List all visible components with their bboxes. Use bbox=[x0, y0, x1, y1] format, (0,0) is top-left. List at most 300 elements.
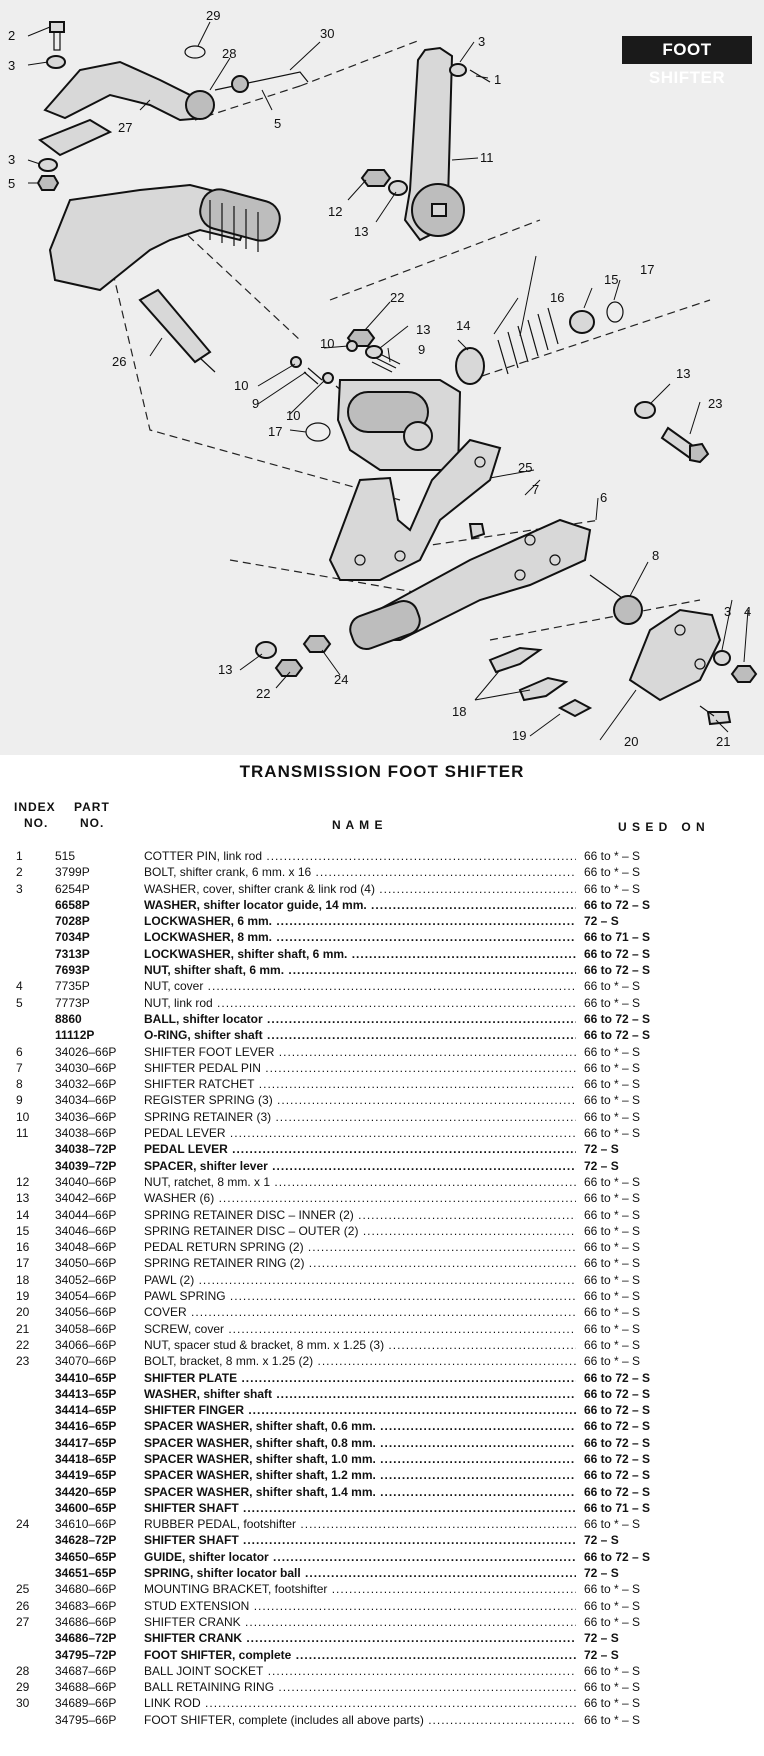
row-part-number: 515 bbox=[55, 849, 76, 863]
row-part-name: FOOT SHIFTER, complete (includes all above parts) ..... bbox=[144, 1712, 576, 1728]
table-row bbox=[0, 1549, 764, 1565]
row-part-name: REGISTER SPRING (3) ..... bbox=[144, 1092, 576, 1108]
row-used-on: 66 to * – S bbox=[584, 1517, 641, 1532]
row-part-number: 34058–66P bbox=[55, 1321, 117, 1336]
row-part-name: SHIFTER FINGER ..... bbox=[144, 1402, 576, 1418]
table-row bbox=[0, 881, 764, 897]
row-used-on: 66 to 72 – S bbox=[584, 1468, 651, 1483]
row-used-on: 66 to * – S bbox=[584, 1582, 641, 1597]
row-part-name: SPACER WASHER, shifter shaft, 1.4 mm. ..... bbox=[144, 1484, 576, 1500]
row-part-number: 7034P bbox=[55, 930, 90, 945]
table-row bbox=[0, 1679, 764, 1695]
callout-3d: 3 bbox=[724, 604, 732, 619]
bolt-part bbox=[50, 22, 64, 50]
stud-extension-part bbox=[140, 290, 215, 372]
table-row bbox=[0, 1386, 764, 1402]
row-index: 22 bbox=[16, 1337, 30, 1352]
row-used-on: 66 to 71 – S bbox=[584, 1500, 651, 1515]
row-used-on: 66 to * – S bbox=[584, 1093, 641, 1108]
row-used-on: 66 to * – S bbox=[584, 1289, 641, 1304]
callout-3a: 3 bbox=[8, 58, 16, 73]
row-part-number: 34687–66P bbox=[55, 1663, 117, 1678]
table-row bbox=[0, 1614, 764, 1630]
row-index: 28 bbox=[16, 1663, 30, 1678]
row-index: 27 bbox=[16, 1614, 30, 1629]
callout-13c: 13 bbox=[676, 366, 691, 381]
callout-6: 6 bbox=[600, 490, 608, 505]
row-used-on: 66 to 72 – S bbox=[584, 1435, 651, 1450]
table-row bbox=[0, 1239, 764, 1255]
row-part-number: 34420–65P bbox=[55, 1484, 117, 1499]
row-used-on: 66 to * – S bbox=[584, 1663, 641, 1678]
table-row bbox=[0, 1532, 764, 1548]
table-row bbox=[0, 1092, 764, 1108]
table-row bbox=[0, 1044, 764, 1060]
row-used-on: 66 to * – S bbox=[584, 1696, 641, 1711]
table-row bbox=[0, 1076, 764, 1092]
table-row bbox=[0, 929, 764, 945]
row-part-number: 34052–66P bbox=[55, 1272, 117, 1287]
row-used-on: 66 to 72 – S bbox=[584, 946, 651, 961]
row-used-on: 66 to * – S bbox=[584, 1191, 641, 1206]
row-used-on: 66 to * – S bbox=[584, 1321, 641, 1336]
header-index: INDEX bbox=[14, 800, 56, 814]
row-index: 5 bbox=[16, 995, 23, 1010]
header-part-no: NO. bbox=[80, 816, 105, 830]
table-row bbox=[0, 1288, 764, 1304]
row-part-number: 34418–65P bbox=[55, 1451, 117, 1466]
callout-21: 21 bbox=[716, 734, 731, 749]
row-part-name: RUBBER PEDAL, footshifter ..... bbox=[144, 1516, 576, 1532]
row-used-on: 66 to * – S bbox=[584, 1614, 641, 1629]
table-row bbox=[0, 1712, 764, 1728]
header-name: N A M E bbox=[332, 818, 384, 832]
callout-15: 15 bbox=[604, 272, 619, 287]
table-row bbox=[0, 1109, 764, 1125]
table-row bbox=[0, 1207, 764, 1223]
table-row bbox=[0, 1027, 764, 1043]
callout-9a: 9 bbox=[418, 342, 426, 357]
row-part-number: 34795–72P bbox=[55, 1647, 117, 1662]
table-row bbox=[0, 1565, 764, 1581]
row-index: 4 bbox=[16, 979, 23, 994]
row-part-name: GUIDE, shifter locator ..... bbox=[144, 1549, 576, 1565]
row-part-name: SHIFTER CRANK ..... bbox=[144, 1630, 576, 1646]
callout-8: 8 bbox=[652, 548, 660, 563]
row-part-name: SPRING RETAINER RING (2) ..... bbox=[144, 1255, 576, 1271]
callout-9b: 9 bbox=[252, 396, 260, 411]
row-part-name: WASHER, shifter shaft ..... bbox=[144, 1386, 576, 1402]
row-index: 13 bbox=[16, 1191, 30, 1206]
callout-2: 2 bbox=[8, 28, 16, 43]
row-part-name: NUT, cover ..... bbox=[144, 978, 576, 994]
table-row bbox=[0, 1630, 764, 1646]
table-row bbox=[0, 848, 764, 864]
pedal-lever-part bbox=[405, 48, 464, 240]
row-used-on: 72 – S bbox=[584, 1631, 619, 1646]
table-row bbox=[0, 1402, 764, 1418]
table-row bbox=[0, 1174, 764, 1190]
row-used-on: 72 – S bbox=[584, 914, 619, 929]
row-part-number: 34070–66P bbox=[55, 1354, 117, 1369]
row-used-on: 66 to 72 – S bbox=[584, 1419, 651, 1434]
row-index: 6 bbox=[16, 1044, 23, 1059]
callout-22a: 22 bbox=[390, 290, 405, 305]
row-part-number: 34689–66P bbox=[55, 1696, 117, 1711]
row-used-on: 66 to * – S bbox=[584, 1598, 641, 1613]
table-row bbox=[0, 1272, 764, 1288]
table-row bbox=[0, 1500, 764, 1516]
table-row bbox=[0, 1304, 764, 1320]
row-used-on: 66 to 72 – S bbox=[584, 1386, 651, 1401]
table-row bbox=[0, 1435, 764, 1451]
row-part-number: 34686–72P bbox=[55, 1631, 117, 1646]
row-part-name: WASHER, cover, shifter crank & link rod (4) ..... bbox=[144, 881, 576, 897]
table-row bbox=[0, 1158, 764, 1174]
row-part-number: 3799P bbox=[55, 865, 90, 880]
row-used-on: 66 to * – S bbox=[584, 1044, 641, 1059]
row-part-name: FOOT SHIFTER, complete ..... bbox=[144, 1647, 576, 1663]
row-used-on: 66 to * – S bbox=[584, 995, 641, 1010]
row-part-number: 34048–66P bbox=[55, 1240, 117, 1255]
row-part-name: BALL JOINT SOCKET ..... bbox=[144, 1663, 576, 1679]
row-used-on: 66 to * – S bbox=[584, 881, 641, 896]
row-used-on: 66 to * – S bbox=[584, 1060, 641, 1075]
row-part-name: SHIFTER SHAFT ..... bbox=[144, 1500, 576, 1516]
header-used-on: U S E D O N bbox=[618, 820, 706, 834]
row-used-on: 66 to 72 – S bbox=[584, 1484, 651, 1499]
row-part-number: 34036–66P bbox=[55, 1109, 117, 1124]
callout-10b: 10 bbox=[234, 378, 249, 393]
row-part-name: SPRING RETAINER DISC – INNER (2) ..... bbox=[144, 1207, 576, 1223]
row-part-name: SCREW, cover ..... bbox=[144, 1321, 576, 1337]
row-part-number: 34419–65P bbox=[55, 1468, 117, 1483]
row-index: 10 bbox=[16, 1109, 30, 1124]
row-used-on: 66 to 72 – S bbox=[584, 1451, 651, 1466]
table-row bbox=[0, 1695, 764, 1711]
row-part-name: SPRING, shifter locator ball ..... bbox=[144, 1565, 576, 1581]
callout-17a: 17 bbox=[268, 424, 283, 439]
row-index: 14 bbox=[16, 1207, 30, 1222]
row-used-on: 72 – S bbox=[584, 1533, 619, 1548]
cover-part bbox=[630, 610, 720, 700]
row-used-on: 66 to * – S bbox=[584, 1174, 641, 1189]
row-part-name: O-RING, shifter shaft ..... bbox=[144, 1027, 576, 1043]
callout-5a: 5 bbox=[8, 176, 16, 191]
row-used-on: 66 to * – S bbox=[584, 1223, 641, 1238]
row-part-name: NUT, ratchet, 8 mm. x 1 ..... bbox=[144, 1174, 576, 1190]
row-index: 21 bbox=[16, 1321, 30, 1336]
row-part-name: PAWL (2) ..... bbox=[144, 1272, 576, 1288]
row-part-number: 34038–66P bbox=[55, 1126, 117, 1141]
table-row bbox=[0, 1467, 764, 1483]
callout-3c: 3 bbox=[478, 34, 486, 49]
row-part-number: 34056–66P bbox=[55, 1305, 117, 1320]
row-part-number: 34410–65P bbox=[55, 1370, 117, 1385]
callout-13b: 13 bbox=[416, 322, 431, 337]
row-part-name: LOCKWASHER, 6 mm. ..... bbox=[144, 913, 576, 929]
row-used-on: 66 to * – S bbox=[584, 1109, 641, 1124]
row-part-name: LINK ROD ..... bbox=[144, 1695, 576, 1711]
callout-18: 18 bbox=[452, 704, 467, 719]
row-used-on: 66 to 72 – S bbox=[584, 1403, 651, 1418]
row-used-on: 66 to * – S bbox=[584, 1680, 641, 1695]
row-part-name: WASHER (6) ..... bbox=[144, 1190, 576, 1206]
table-row bbox=[0, 995, 764, 1011]
row-index: 11 bbox=[16, 1126, 29, 1141]
callout-30: 30 bbox=[320, 26, 335, 41]
row-used-on: 66 to * – S bbox=[584, 1256, 641, 1271]
row-part-name: BALL RETAINING RING ..... bbox=[144, 1679, 576, 1695]
row-index: 26 bbox=[16, 1598, 30, 1613]
row-used-on: 66 to 72 – S bbox=[584, 963, 651, 978]
table-row bbox=[0, 1060, 764, 1076]
table-row bbox=[0, 946, 764, 962]
callout-28: 28 bbox=[222, 46, 237, 61]
callout-17b: 17 bbox=[640, 262, 655, 277]
table-row bbox=[0, 1321, 764, 1337]
row-part-number: 34414–65P bbox=[55, 1403, 117, 1418]
row-index: 24 bbox=[16, 1517, 30, 1532]
row-used-on: 66 to * – S bbox=[584, 1272, 641, 1287]
table-row bbox=[0, 1451, 764, 1467]
row-part-number: 34795–66P bbox=[55, 1712, 117, 1727]
row-part-name: SPRING RETAINER (3) ..... bbox=[144, 1109, 576, 1125]
row-index: 7 bbox=[16, 1060, 23, 1075]
row-used-on: 66 to * – S bbox=[584, 849, 641, 863]
row-index: 29 bbox=[16, 1680, 30, 1695]
row-used-on: 66 to * – S bbox=[584, 1354, 641, 1369]
row-index: 20 bbox=[16, 1305, 30, 1320]
row-part-number: 34686–66P bbox=[55, 1614, 117, 1629]
table-row bbox=[0, 1598, 764, 1614]
row-part-name: PAWL SPRING ..... bbox=[144, 1288, 576, 1304]
table-row bbox=[0, 1663, 764, 1679]
row-part-number: 6254P bbox=[55, 881, 90, 896]
row-index: 19 bbox=[16, 1289, 30, 1304]
row-part-number: 34680–66P bbox=[55, 1582, 117, 1597]
row-part-number: 34416–65P bbox=[55, 1419, 117, 1434]
row-used-on: 66 to 71 – S bbox=[584, 930, 651, 945]
row-used-on: 66 to 72 – S bbox=[584, 1370, 651, 1385]
foot-lever-upper-part bbox=[50, 185, 284, 290]
row-index: 3 bbox=[16, 881, 23, 896]
row-part-name: PEDAL RETURN SPRING (2) ..... bbox=[144, 1239, 576, 1255]
row-part-number: 6658P bbox=[55, 897, 90, 912]
table-row bbox=[0, 1370, 764, 1386]
row-part-name: SPACER WASHER, shifter shaft, 1.2 mm. ..... bbox=[144, 1467, 576, 1483]
callout-22b: 22 bbox=[256, 686, 271, 701]
table-row bbox=[0, 1141, 764, 1157]
row-part-number: 8860 bbox=[55, 1011, 82, 1026]
row-part-number: 34417–65P bbox=[55, 1435, 117, 1450]
row-part-name: SPACER, shifter lever ..... bbox=[144, 1158, 576, 1174]
row-part-number: 34651–65P bbox=[55, 1566, 117, 1581]
row-index: 30 bbox=[16, 1696, 30, 1711]
row-part-name: SHIFTER PEDAL PIN ..... bbox=[144, 1060, 576, 1076]
row-used-on: 66 to 72 – S bbox=[584, 1011, 651, 1026]
row-part-name: SHIFTER RATCHET ..... bbox=[144, 1076, 576, 1092]
table-row bbox=[0, 1337, 764, 1353]
row-part-number: 7313P bbox=[55, 946, 90, 961]
row-index: 12 bbox=[16, 1174, 30, 1189]
row-part-name: LOCKWASHER, 8 mm. ..... bbox=[144, 929, 576, 945]
row-part-name: SHIFTER CRANK ..... bbox=[144, 1614, 576, 1630]
header-index-no: NO. bbox=[24, 816, 49, 830]
callout-12: 12 bbox=[328, 204, 343, 219]
row-part-number: 7735P bbox=[55, 979, 90, 994]
row-part-number: 34040–66P bbox=[55, 1174, 117, 1189]
callout-23: 23 bbox=[708, 396, 723, 411]
callout-27: 27 bbox=[118, 120, 133, 135]
callout-1: 1 bbox=[494, 72, 502, 87]
bolt-23-part bbox=[662, 428, 708, 462]
row-part-number: 34042–66P bbox=[55, 1191, 117, 1206]
shifter-plate-part bbox=[338, 380, 460, 470]
callout-20: 20 bbox=[624, 734, 639, 749]
callout-29: 29 bbox=[206, 8, 221, 23]
row-part-name: COVER ..... bbox=[144, 1304, 576, 1320]
row-part-name: NUT, link rod ..... bbox=[144, 995, 576, 1011]
row-used-on: 72 – S bbox=[584, 1142, 619, 1157]
row-part-name: SHIFTER SHAFT ..... bbox=[144, 1532, 576, 1548]
row-part-number: 34054–66P bbox=[55, 1289, 117, 1304]
row-part-name: COTTER PIN, link rod ..... bbox=[144, 848, 576, 864]
row-part-name: BALL, shifter locator ..... bbox=[144, 1011, 576, 1027]
row-part-name: BOLT, bracket, 8 mm. x 1.25 (2) ..... bbox=[144, 1353, 576, 1369]
table-row bbox=[0, 1484, 764, 1500]
row-part-name: NUT, spacer stud & bracket, 8 mm. x 1.25 (3) ..... bbox=[144, 1337, 576, 1353]
row-part-number: 34050–66P bbox=[55, 1256, 117, 1271]
row-part-name: SHIFTER FOOT LEVER ..... bbox=[144, 1044, 576, 1060]
callout-26: 26 bbox=[112, 354, 127, 369]
callout-13d: 13 bbox=[218, 662, 233, 677]
table-row bbox=[0, 1223, 764, 1239]
row-part-name: BOLT, shifter crank, 6 mm. x 16 ..... bbox=[144, 864, 576, 880]
row-used-on: 72 – S bbox=[584, 1566, 619, 1581]
row-part-number: 34610–66P bbox=[55, 1517, 117, 1532]
callout-24: 24 bbox=[334, 672, 349, 687]
row-part-name: SPACER WASHER, shifter shaft, 0.8 mm. ..... bbox=[144, 1435, 576, 1451]
table-row bbox=[0, 864, 764, 880]
row-part-name: NUT, shifter shaft, 6 mm. ..... bbox=[144, 962, 576, 978]
callout-3b: 3 bbox=[8, 152, 16, 167]
callout-10a: 10 bbox=[320, 336, 335, 351]
row-used-on: 66 to * – S bbox=[584, 1712, 641, 1727]
row-part-name: LOCKWASHER, shifter shaft, 6 mm. ..... bbox=[144, 946, 576, 962]
row-index: 2 bbox=[16, 865, 23, 880]
row-part-number: 34030–66P bbox=[55, 1060, 117, 1075]
row-index: 17 bbox=[16, 1256, 30, 1271]
row-part-number: 34044–66P bbox=[55, 1207, 117, 1222]
table-row bbox=[0, 1255, 764, 1271]
callout-4: 4 bbox=[744, 604, 752, 619]
row-used-on: 66 to * – S bbox=[584, 1240, 641, 1255]
callout-13a: 13 bbox=[354, 224, 369, 239]
row-used-on: 66 to * – S bbox=[584, 1077, 641, 1092]
row-used-on: 66 to * – S bbox=[584, 1126, 641, 1141]
row-index: 23 bbox=[16, 1354, 30, 1369]
row-used-on: 66 to 72 – S bbox=[584, 1549, 651, 1564]
row-part-number: 34600–65P bbox=[55, 1500, 117, 1515]
table-row bbox=[0, 1581, 764, 1597]
table-row bbox=[0, 1011, 764, 1027]
row-part-number: 11112P bbox=[55, 1028, 95, 1043]
row-part-number: 7773P bbox=[55, 995, 90, 1010]
header-part: PART bbox=[74, 800, 110, 814]
row-part-name: SHIFTER PLATE ..... bbox=[144, 1370, 576, 1386]
diagram-drawing bbox=[0, 0, 764, 755]
row-index: 18 bbox=[16, 1272, 30, 1287]
row-used-on: 66 to * – S bbox=[584, 865, 641, 880]
row-part-name: SPRING RETAINER DISC – OUTER (2) ..... bbox=[144, 1223, 576, 1239]
table-row bbox=[0, 962, 764, 978]
callout-5b: 5 bbox=[274, 116, 282, 131]
row-part-number: 34413–65P bbox=[55, 1386, 117, 1401]
shifter-crank-part bbox=[40, 62, 214, 155]
table-row bbox=[0, 897, 764, 913]
table-row bbox=[0, 1418, 764, 1434]
row-index: 16 bbox=[16, 1240, 30, 1255]
row-part-number: 34683–66P bbox=[55, 1598, 117, 1613]
row-part-number: 7028P bbox=[55, 914, 90, 929]
table-row bbox=[0, 978, 764, 994]
row-used-on: 66 to * – S bbox=[584, 979, 641, 994]
table-row bbox=[0, 913, 764, 929]
table-row bbox=[0, 1190, 764, 1206]
row-part-name: SPACER WASHER, shifter shaft, 1.0 mm. ..... bbox=[144, 1451, 576, 1467]
row-used-on: 72 – S bbox=[584, 1158, 619, 1173]
callout-11: 11 bbox=[480, 150, 494, 165]
row-part-name: PEDAL LEVER ..... bbox=[144, 1141, 576, 1157]
row-used-on: 66 to * – S bbox=[584, 1207, 641, 1222]
parts-table bbox=[0, 848, 764, 1728]
row-part-number: 34026–66P bbox=[55, 1044, 117, 1059]
row-part-name: STUD EXTENSION ..... bbox=[144, 1598, 576, 1614]
table-row bbox=[0, 1353, 764, 1369]
row-part-name: WASHER, shifter locator guide, 14 mm. ..... bbox=[144, 897, 576, 913]
row-part-number: 34628–72P bbox=[55, 1533, 117, 1548]
callout-16: 16 bbox=[550, 290, 565, 305]
row-part-number: 34039–72P bbox=[55, 1158, 117, 1173]
callout-19: 19 bbox=[512, 728, 527, 743]
callout-14: 14 bbox=[456, 318, 471, 333]
table-row bbox=[0, 1516, 764, 1532]
row-used-on: 66 to * – S bbox=[584, 1337, 641, 1352]
row-part-number: 34038–72P bbox=[55, 1142, 117, 1157]
row-used-on: 66 to * – S bbox=[584, 1305, 641, 1320]
table-row bbox=[0, 1647, 764, 1663]
row-part-name: PEDAL LEVER ..... bbox=[144, 1125, 576, 1141]
row-used-on: 66 to 72 – S bbox=[584, 1028, 651, 1043]
row-index: 9 bbox=[16, 1093, 23, 1108]
row-part-name: MOUNTING BRACKET, footshifter ..... bbox=[144, 1581, 576, 1597]
row-part-number: 34066–66P bbox=[55, 1337, 117, 1352]
exploded-parts-diagram bbox=[0, 0, 764, 755]
row-used-on: 66 to 72 – S bbox=[584, 897, 651, 912]
shifter-ratchet-part bbox=[590, 575, 642, 624]
callout-10c: 10 bbox=[286, 408, 301, 423]
table-row bbox=[0, 1125, 764, 1141]
row-part-number: 34688–66P bbox=[55, 1680, 117, 1695]
foot-shifter-badge: FOOT SHIFTER bbox=[622, 36, 752, 64]
row-part-number: 34046–66P bbox=[55, 1223, 117, 1238]
row-index: 8 bbox=[16, 1077, 23, 1092]
row-index: 15 bbox=[16, 1223, 30, 1238]
parts-list-title: TRANSMISSION FOOT SHIFTER bbox=[239, 762, 525, 781]
row-part-number: 34650–65P bbox=[55, 1549, 117, 1564]
callout-7: 7 bbox=[532, 482, 540, 497]
